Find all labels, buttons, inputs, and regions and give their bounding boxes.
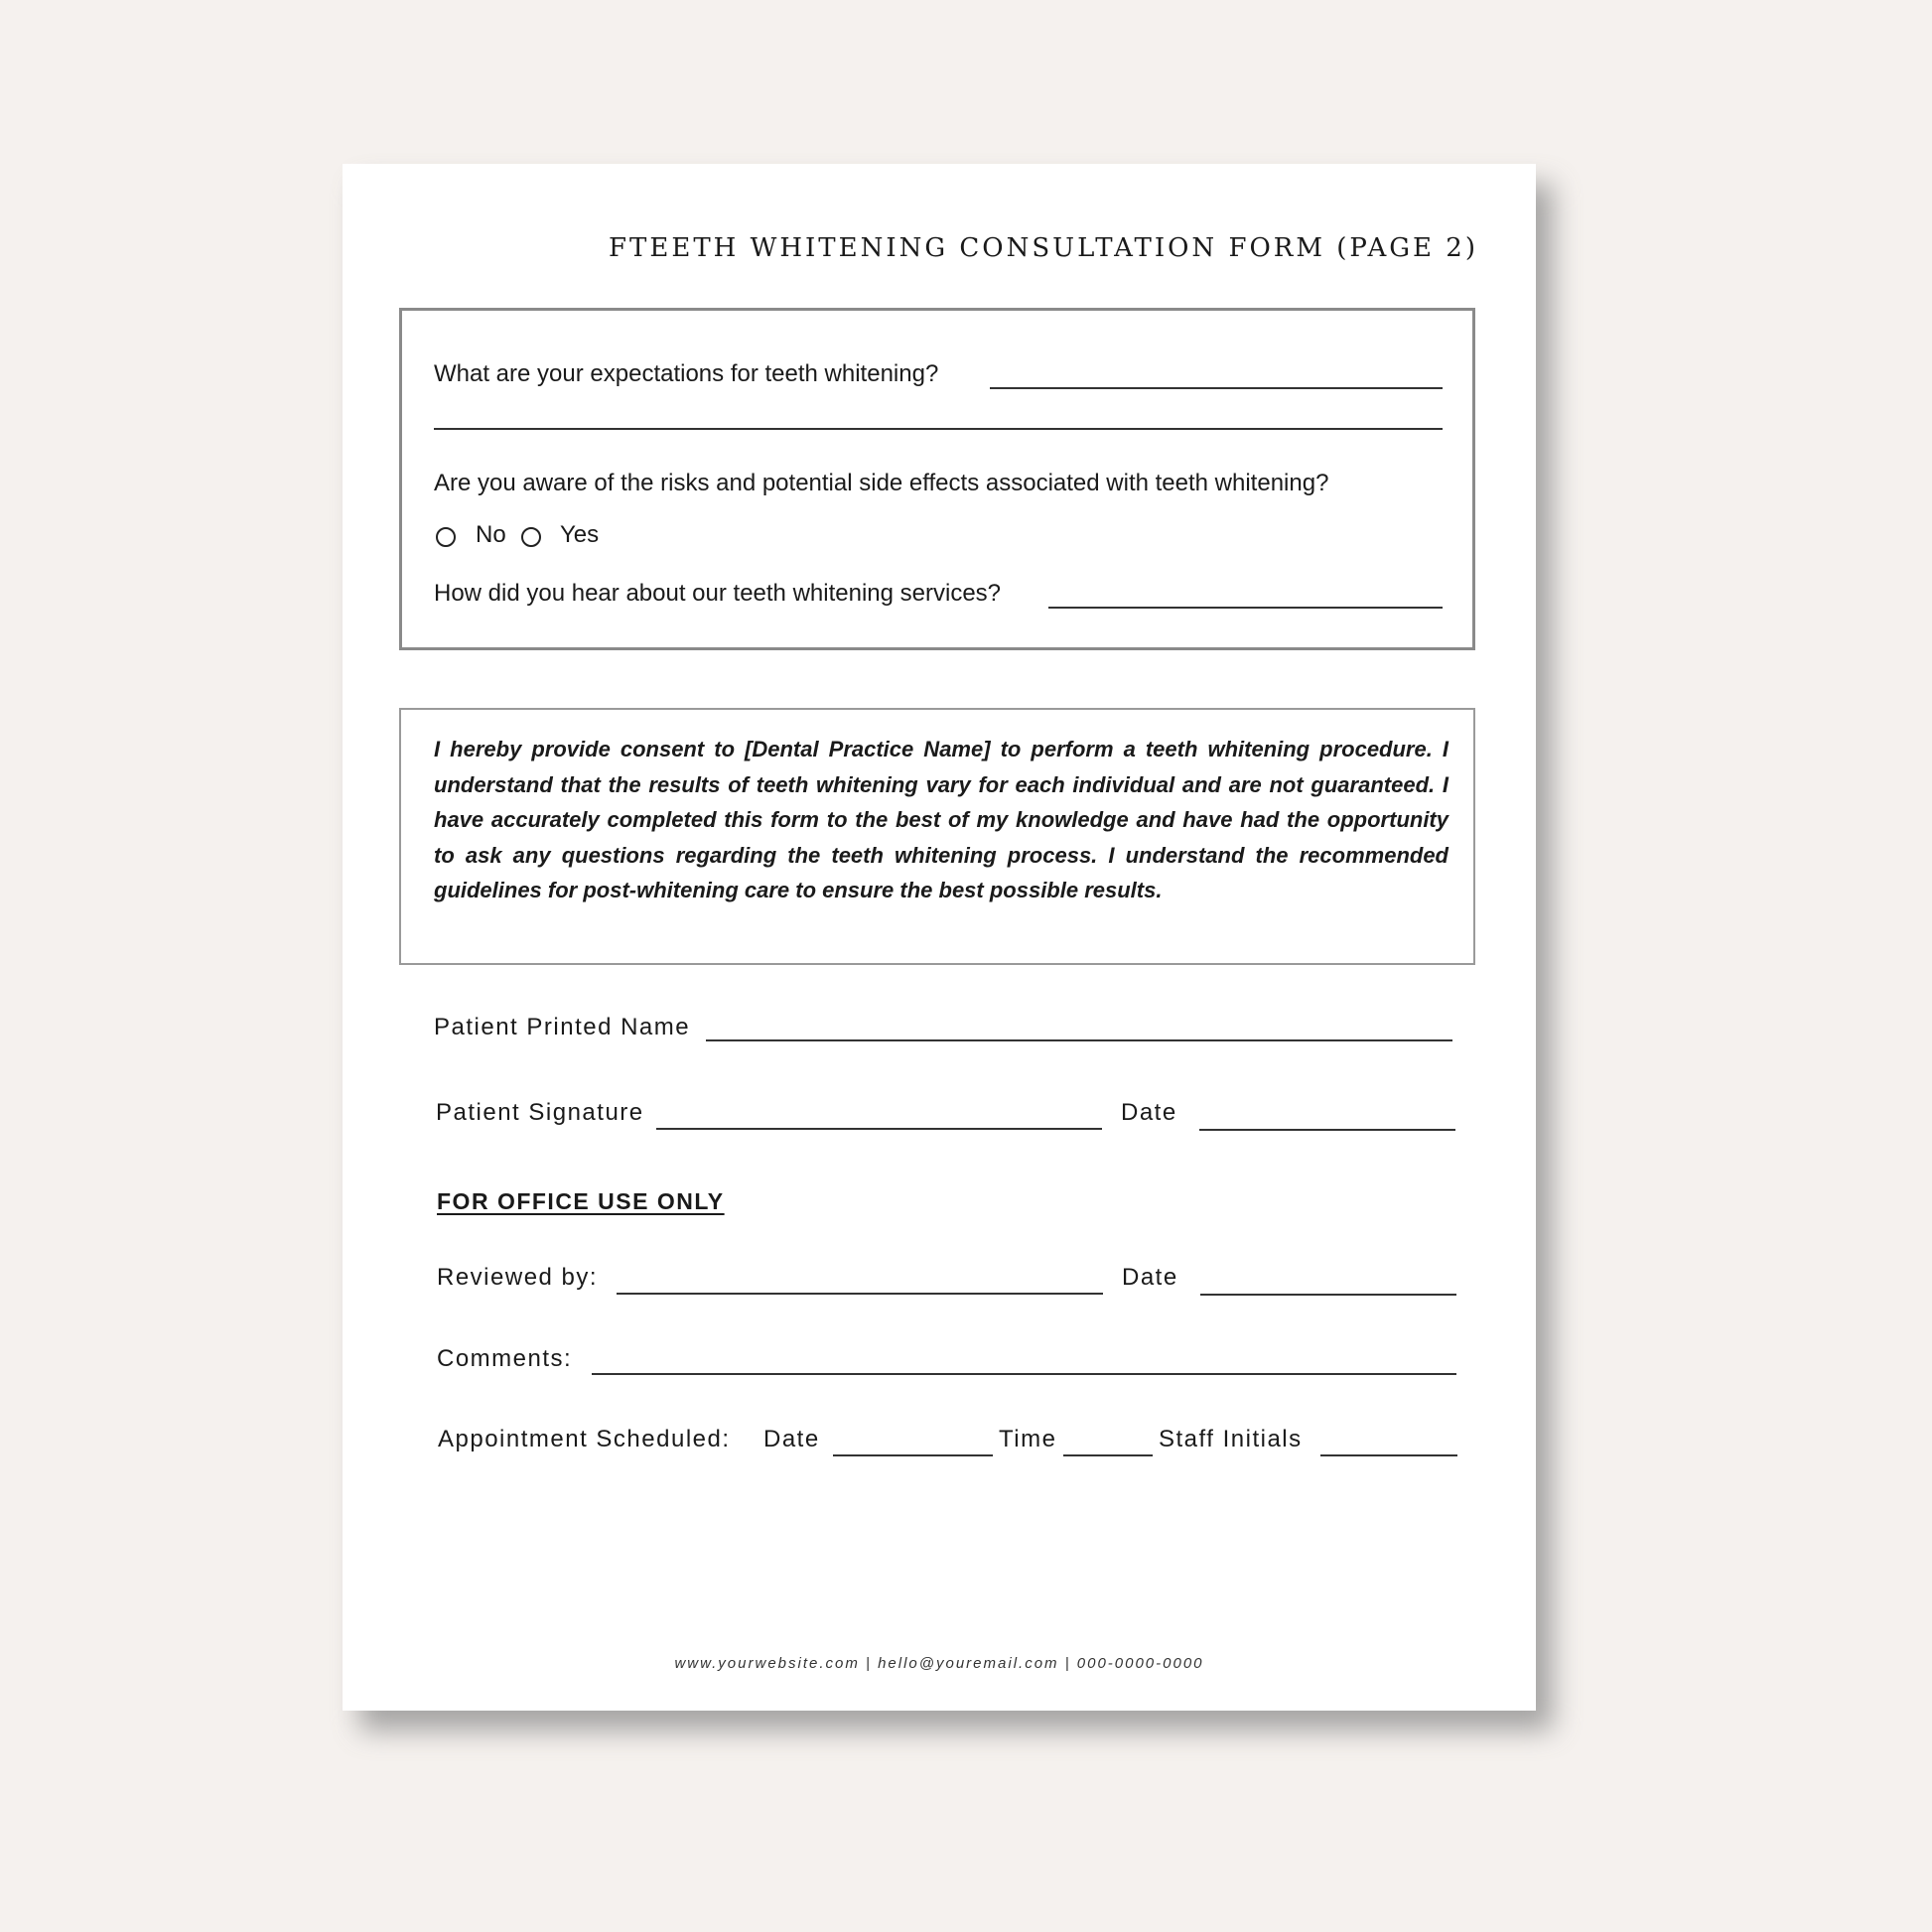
reviewed-date-label: Date — [1122, 1264, 1178, 1291]
consent-statement: I hereby provide consent to [Dental Practice Name] to perform a teeth whitening procedure. I understand that the results of teeth whitening vary for each individual and are not guaranteed. I have accurately completed this form to the best of my knowledge and have had the opportunity to ask any questions regarding the teeth whitening process. I understand the recommended guidelines for post-whitening care to ensure the best possible results. — [434, 737, 1449, 902]
expectations-answer-line-1[interactable] — [990, 387, 1443, 389]
patient-signature-line[interactable] — [656, 1128, 1102, 1130]
radio-yes[interactable] — [521, 527, 541, 547]
expectations-answer-line-2[interactable] — [434, 428, 1443, 430]
patient-date-line[interactable] — [1199, 1129, 1455, 1131]
questions-box — [399, 308, 1475, 650]
consent-box — [399, 708, 1475, 965]
reviewed-by-label: Reviewed by: — [437, 1264, 599, 1291]
appointment-date-label: Date — [763, 1426, 820, 1452]
patient-signature-label: Patient Signature — [436, 1099, 644, 1126]
question-expectations: What are your expectations for teeth whitening? — [434, 360, 939, 387]
patient-printed-name-label: Patient Printed Name — [434, 1014, 691, 1040]
office-use-heading: FOR OFFICE USE ONLY — [437, 1188, 725, 1214]
appointment-scheduled-label: Appointment Scheduled: — [438, 1426, 731, 1452]
staff-initials-label: Staff Initials — [1159, 1426, 1303, 1452]
appointment-time-line[interactable] — [1063, 1454, 1153, 1456]
comments-line[interactable] — [592, 1373, 1456, 1375]
radio-no-label: No — [476, 521, 506, 548]
question-hear-about: How did you hear about our teeth whitening services? — [434, 580, 1002, 607]
form-page — [343, 164, 1536, 1711]
question-risks: Are you aware of the risks and potential side effects associated with teeth whitening? — [434, 470, 1329, 496]
hear-about-answer-line[interactable] — [1048, 607, 1443, 609]
footer-contact: www.yourwebsite.com | hello@youremail.com | 000-0000-0000 — [674, 1655, 1204, 1672]
radio-no[interactable] — [436, 527, 456, 547]
comments-label: Comments: — [437, 1345, 573, 1372]
radio-yes-label: Yes — [560, 521, 600, 548]
appointment-date-line[interactable] — [833, 1454, 993, 1456]
reviewed-date-line[interactable] — [1200, 1294, 1456, 1296]
form-title: FTEETH WHITENING CONSULTATION FORM (PAGE 2) — [608, 233, 1478, 263]
patient-date-label: Date — [1121, 1099, 1177, 1126]
staff-initials-line[interactable] — [1320, 1454, 1457, 1456]
appointment-time-label: Time — [999, 1426, 1057, 1452]
reviewed-by-line[interactable] — [617, 1293, 1103, 1295]
patient-printed-name-line[interactable] — [706, 1039, 1452, 1041]
